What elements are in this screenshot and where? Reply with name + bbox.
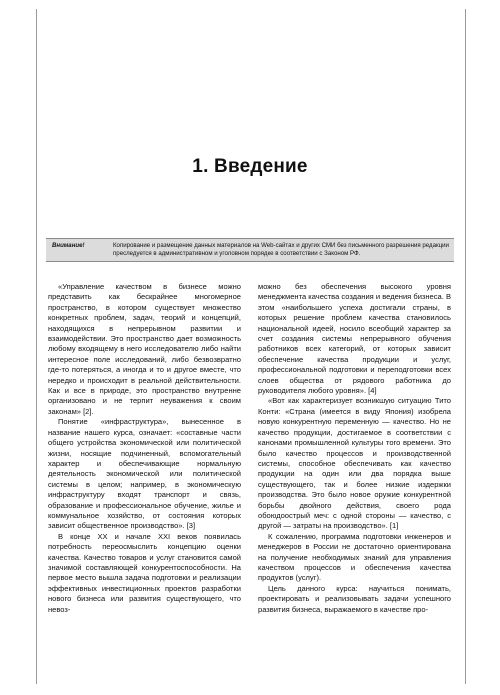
notice-label: Внимание! xyxy=(52,242,85,249)
notice-text: Копирование и размещение данных материалов на Web-сайтах и других СМИ без письменного разрешения редакции преследуется в административном и уголовном порядке в соответствии с Законом РФ. xyxy=(113,242,449,258)
left-column xyxy=(48,282,241,615)
chapter-title: 1. Введение xyxy=(192,156,308,177)
paragraph: Понятие «инфраструктура», вынесенное в название нашего курса, означает: «составные части общего устройства экономической или политической жизни, носящие подчиненный, вспомогательный характер и обеспечивающие нормальную деятельность экономической или политической системы в целом; например, в экономическую инфраструктуру входят транспорт и связь, образование и профессиональное обучение, жилье и коммунальное хозяйство, от состояния которых зависит общественное производство». [3] xyxy=(48,417,241,531)
copyright-notice xyxy=(46,238,454,262)
paragraph: «Управление качеством в бизнесе можно представить как бескрайнее многомерное пространство, в котором существует множество конкретных проблем, задач, теорий и концепций, находящихся в непрерывном развитии и взаимодействии. Это пространство дает возможность любому входящему в него исследователю либо найти интересное поле исследований, либо безвозвратно где-то потеряться, а иногда и то и другое вместе, что нередко и происходит в реальной действительности. Как и все в природе, это пространство внутренне организовано и не терпит неуважения к своим законам» [2]. xyxy=(48,282,241,416)
right-column xyxy=(258,282,451,615)
paragraph: В конце XX и начале XXI веков появилась потребность переосмыслить концепцию оценки качества. Качество товаров и услуг становится самой значимой составляющей конкурентоспособности. На первое место вышла задача подготовки и реализации эффективных инвестиционных проектов разработки нового бизнеса или развития существующего, что невоз- xyxy=(48,531,241,614)
paragraph: К сожалению, программа подготовки инженеров и менеджеров в России не достаточно ориентирована на получение необходимых знаний для управления качеством процессов и обеспечения качества продуктов (услуг). xyxy=(258,531,451,583)
paragraph: Цель данного курса: научиться понимать, проектировать и реализовывать задачи успешного развития бизнеса, выражаемого в качестве про- xyxy=(258,583,451,614)
paragraph: «Вот как характеризует возникшую ситуацию Тито Конти: «Страна (имеется в виду Япония) изобрела новую конкурентную переменную — качество. Но не качество продукции, достигаемое в соответствии с канонами промышленной культуры того времени. Это было качество процессов и производственной системы, способное обеспечивать как качество продукции на один или два порядка выше существующего, так и более низкие издержки производства. Это было новое оружие конкурентной борьбы двойного действия, своего рода обоюдоострый меч: с одной стороны — качество, с другой — затраты на производство». [1] xyxy=(258,396,451,531)
paragraph: можно без обеспечения высокого уровня менеджмента качества создания и ведения бизнеса. В этом «наибольшего успеха достигали страны, в которых решение проблем качества становилось национальной идеей, носило всеобщий характер за счет создания системы непрерывного обучения работников всех категорий, от которых зависит обеспечение качества продукции и услуг, профессиональной подготовки и переподготовки всех слоев общества от рядового работника до руководителя любого уровня». [4] xyxy=(258,282,451,396)
